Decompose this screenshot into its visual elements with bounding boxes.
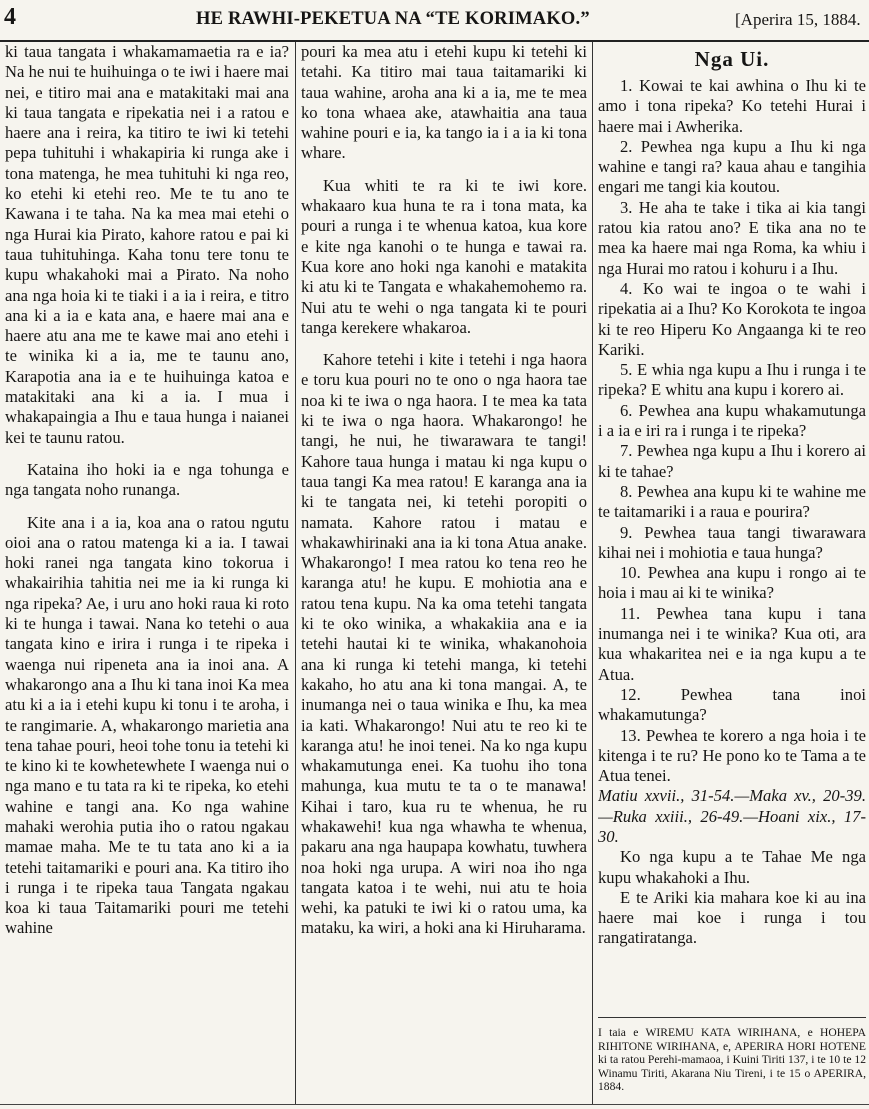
newspaper-title: HE RAWHI-PEKETUA NA “TE KORIMAKO.” — [196, 9, 590, 29]
column-2 — [301, 42, 587, 1104]
question-12: 12. Pewhea tana inoi whakamutunga? — [598, 684, 866, 725]
question-10: 10. Pewhea ana kupu i rongo ai te hoia i mau ai ki te winika? — [598, 563, 866, 603]
col1-paragraph-3: Kite ana i a ia, koa ana o ratou ngutu oioi ana o ratou matenga ki a ia. I tawai hoki ranei nga tangata kino tokorua i whakairihia tahitia nei me ia ki runga ki nga ripeka? Ae, i uru ano hoki raua ki roto ki te hunga i tawai. Nana ko tetehi o aua tangata kino e irira i runga i te ripeka i waenga nui ripeneta ana ia inoi ana. A whakarongo ana a Ihu ki tana inoi Ka mea atu ki a ia i etehi kupu ki tonu i te aroha, i te rangimarie. A, whakarongo marietia ana tena tahae pouri, heoi tohe tonu ia tetehi ki te kino ki te kowhetewhete I waenga nui o nga mano e tu tata ra ki te ripeka, ko etehi wahine e tangi ana. Ko nga wahine mahaki werohia putia iho o ratou ngakau mamae maha. Me te tu tata ano ki a ia tetehi taitamariki e pouri ana. Ka titiro iho i runga i te ripeka taua Tangata ngakau koa ki taua Taitamariki pouri me tetehi wahine — [5, 512, 289, 938]
question-6: 6. Pewhea ana kupu whakamutunga i a ia e iri ra i runga i te ripeka? — [598, 400, 866, 441]
column-divider-2 — [592, 42, 593, 1104]
questions-heading: Nga Ui. — [694, 47, 770, 71]
question-4: 4. Ko wai te ingoa o te wahi i ripekatia ai a Ihu? Ko Korokota te ingoa ki te reo Hiperu Ko Angaanga ki te reo Kariki. — [598, 278, 866, 359]
question-5: 5. E whia nga kupu a Ihu i runga i te ripeka? E whitu ana kupu i korero ai. — [598, 360, 866, 400]
issue-date: [Aperira 15, 1884. — [735, 10, 861, 29]
bottom-rule — [0, 1104, 869, 1105]
closing-line-1: Ko nga kupu a te Tahae Me nga kupu whakahoki a Ihu. — [598, 847, 866, 887]
col2-paragraph-3: Kahore tetehi i kite i tetehi i nga haora e toru kua pouri no te ono o nga haora tae noa ki te iwa o nga haora. I te mea ka tata ki te iwa o nga haora. Whakarongo! he tangi, he nui, he tiwarawara te tangi! Kahore taua hunga i matau ki nga kupu o taua tangi Ka mea ratou! E karanga ana ia ki te tangata nei, ki tetehi poropiti o namata. Kahore ratou i matau e whakawhirinaki ana ia ki tona Atua anake. Whakarongo! I mea ratou ko tena reo he karanga atu! he kupu. E mohiotia ana e ratou tena kupu. Na ka oma tetehi tangata ki te oko winika, a whakakiia ana e ia tetehi hautai ki te winika, whakanohoia ana ki runga ki tetehi manga, ki tetehi kakaho, ho atu ana ki tona mangai. A, te inumanga nei o taua winika e Ihu, ka mea ia kati. Whakarongo! Nui atu te reo ki te karanga atu! he inoi tenei. Na ko nga kupu whakamutunga enei. Ka tuohu iho tona mahunga, kua mutu te ta o te manawa! Kihai i taro, kua ru te whenua, he ru whakawehi! kua nga whawha te whenua, pakaru ana nga haupapa kowhatu, tuwhera noa hoki nga urupa. A wiri noa iho nga tangata katoa i te wehi, nui atu te hoia wehi, ka patuki te iwi ki o ratou uma, ka mataku, ka wiri, a hoki ana ki Hiruharama. — [301, 350, 587, 938]
question-7: 7. Pewhea nga kupu a Ihu i korero ai ki te tahae? — [598, 441, 866, 481]
column-1 — [5, 42, 289, 1104]
question-8: 8. Pewhea ana kupu ki te wahine me te taitamariki i a raua e pourira? — [598, 481, 866, 522]
col2-paragraph-1: pouri ka mea atu i etehi kupu ki tetehi ki tetahi. Ka titiro mai taua taitamariki ki taua wahine, aroha ana ki a ia, me te mea ko tona whaea ake, atawhaitia ana taua wahine pouri e ia, ka tango ia i a ia ki tona whare. — [301, 42, 587, 163]
question-11: 11. Pewhea tana kupu i tana inumanga nei i te winika? Kua oti, ara kua whakaritea nei e ia nga kupu a te Atua. — [598, 603, 866, 684]
question-2: 2. Pewhea nga kupu a Ihu ki nga wahine e tangi ra? kaua ahau e tangihia engari me tangi kia koutou. — [598, 136, 866, 197]
page-number: 4 — [4, 4, 16, 30]
closing-line-2: E te Ariki kia mahara koe ki au ina haere mai koe i runga i tou rangatiratanga. — [598, 887, 866, 948]
column-divider-1 — [295, 42, 296, 1104]
scripture-references: Matiu xxvii., 31-54.—Maka xv., 20-39.—Ruka xxiii., 26-49.—Hoani xix., 17-30. — [598, 786, 866, 846]
col1-paragraph-1: ki taua tangata i whakamamaetia ra e ia? Na he nui te huihuinga o te iwi i haere mai nei, e titiro mai ana e matakitaki mai ana ki taua tangata e ripekatia nei i a ratou e haere ana i reira, ka titiro te iwi ki tetehi pepa tuhituhi i whakapiria ki runga ake i tona matenga, he mea tuhituhi ki nga reo, ko etehi ki etehi reo. Me te tu ano te Kawana i te taha. Na ka mea mai etehi o nga Hurai kia Pirato, kahore ratou e pai ki taua tuhituhinga. Kaha tonu tere tonu te kupu whakahoki mai a Pirato. Na noho ana nga hoia ki te tiaki i a ia i reira, e titro ana ki a ia e kata ana, e haere mai ana e haere atu ana me te kawe mai ano etehi i te winika ki a ia, me te taunu ano, Karapotia ana ia e te huihuinga katoa e matakitaki ana ki a ia. I mua i whakapaingia a Ihu e taua hunga i naianei kei te taunu ratou. — [5, 42, 289, 447]
col1-paragraph-2: Kataina iho hoki ia e nga tohunga e nga tangata noho runanga. — [5, 459, 289, 500]
question-1: 1. Kowai te kai awhina o Ihu ki te amo i tona ripeka? Ko tetehi Hurai i haere mai i Awherika. — [598, 76, 866, 136]
printer-imprint: I taia e WIREMU KATA WIRIHANA, e HOHEPA RIHITONE WIRIHANA, e, APERIRA HORI HOTENE ki ta ratou Perehi-mamaoa, i Kuini Tiriti 137, i te 10 te 12 Winamu Tiriti, Akarana Niu Tireni, i te 15 o APERIRA, 1884. — [598, 1017, 866, 1094]
col2-paragraph-2: Kua whiti te ra ki te iwi kore. whakaaro kua huna te ra i tona mata, ka pouri a runga i te whenua katoa, kua kore e kite nga kanohi o te hunga e tawai ra. Kua kore ano hoki nga kanohi e matakita ki atu ki te Tangata e whakahemohemo ra. Nui atu te wehi o nga tangata ki te pouri tanga kerekere whakaroa. — [301, 175, 587, 337]
column-3 — [598, 42, 866, 1012]
question-9: 9. Pewhea taua tangi tiwarawara kihai nei i mohiotia e taua hunga? — [598, 522, 866, 562]
question-3: 3. He aha te take i tika ai kia tangi ratou kia ratou ano? E tika ana no te mea ka haere mai nga Roma, ka whiu i nga Hurai mo ratou i kohuru i a Ihu. — [598, 197, 866, 278]
question-13: 13. Pewhea te korero a nga hoia i te kitenga i te ru? He pono ko te Tama a te Atua tenei. — [598, 725, 866, 786]
page-header — [0, 0, 869, 40]
